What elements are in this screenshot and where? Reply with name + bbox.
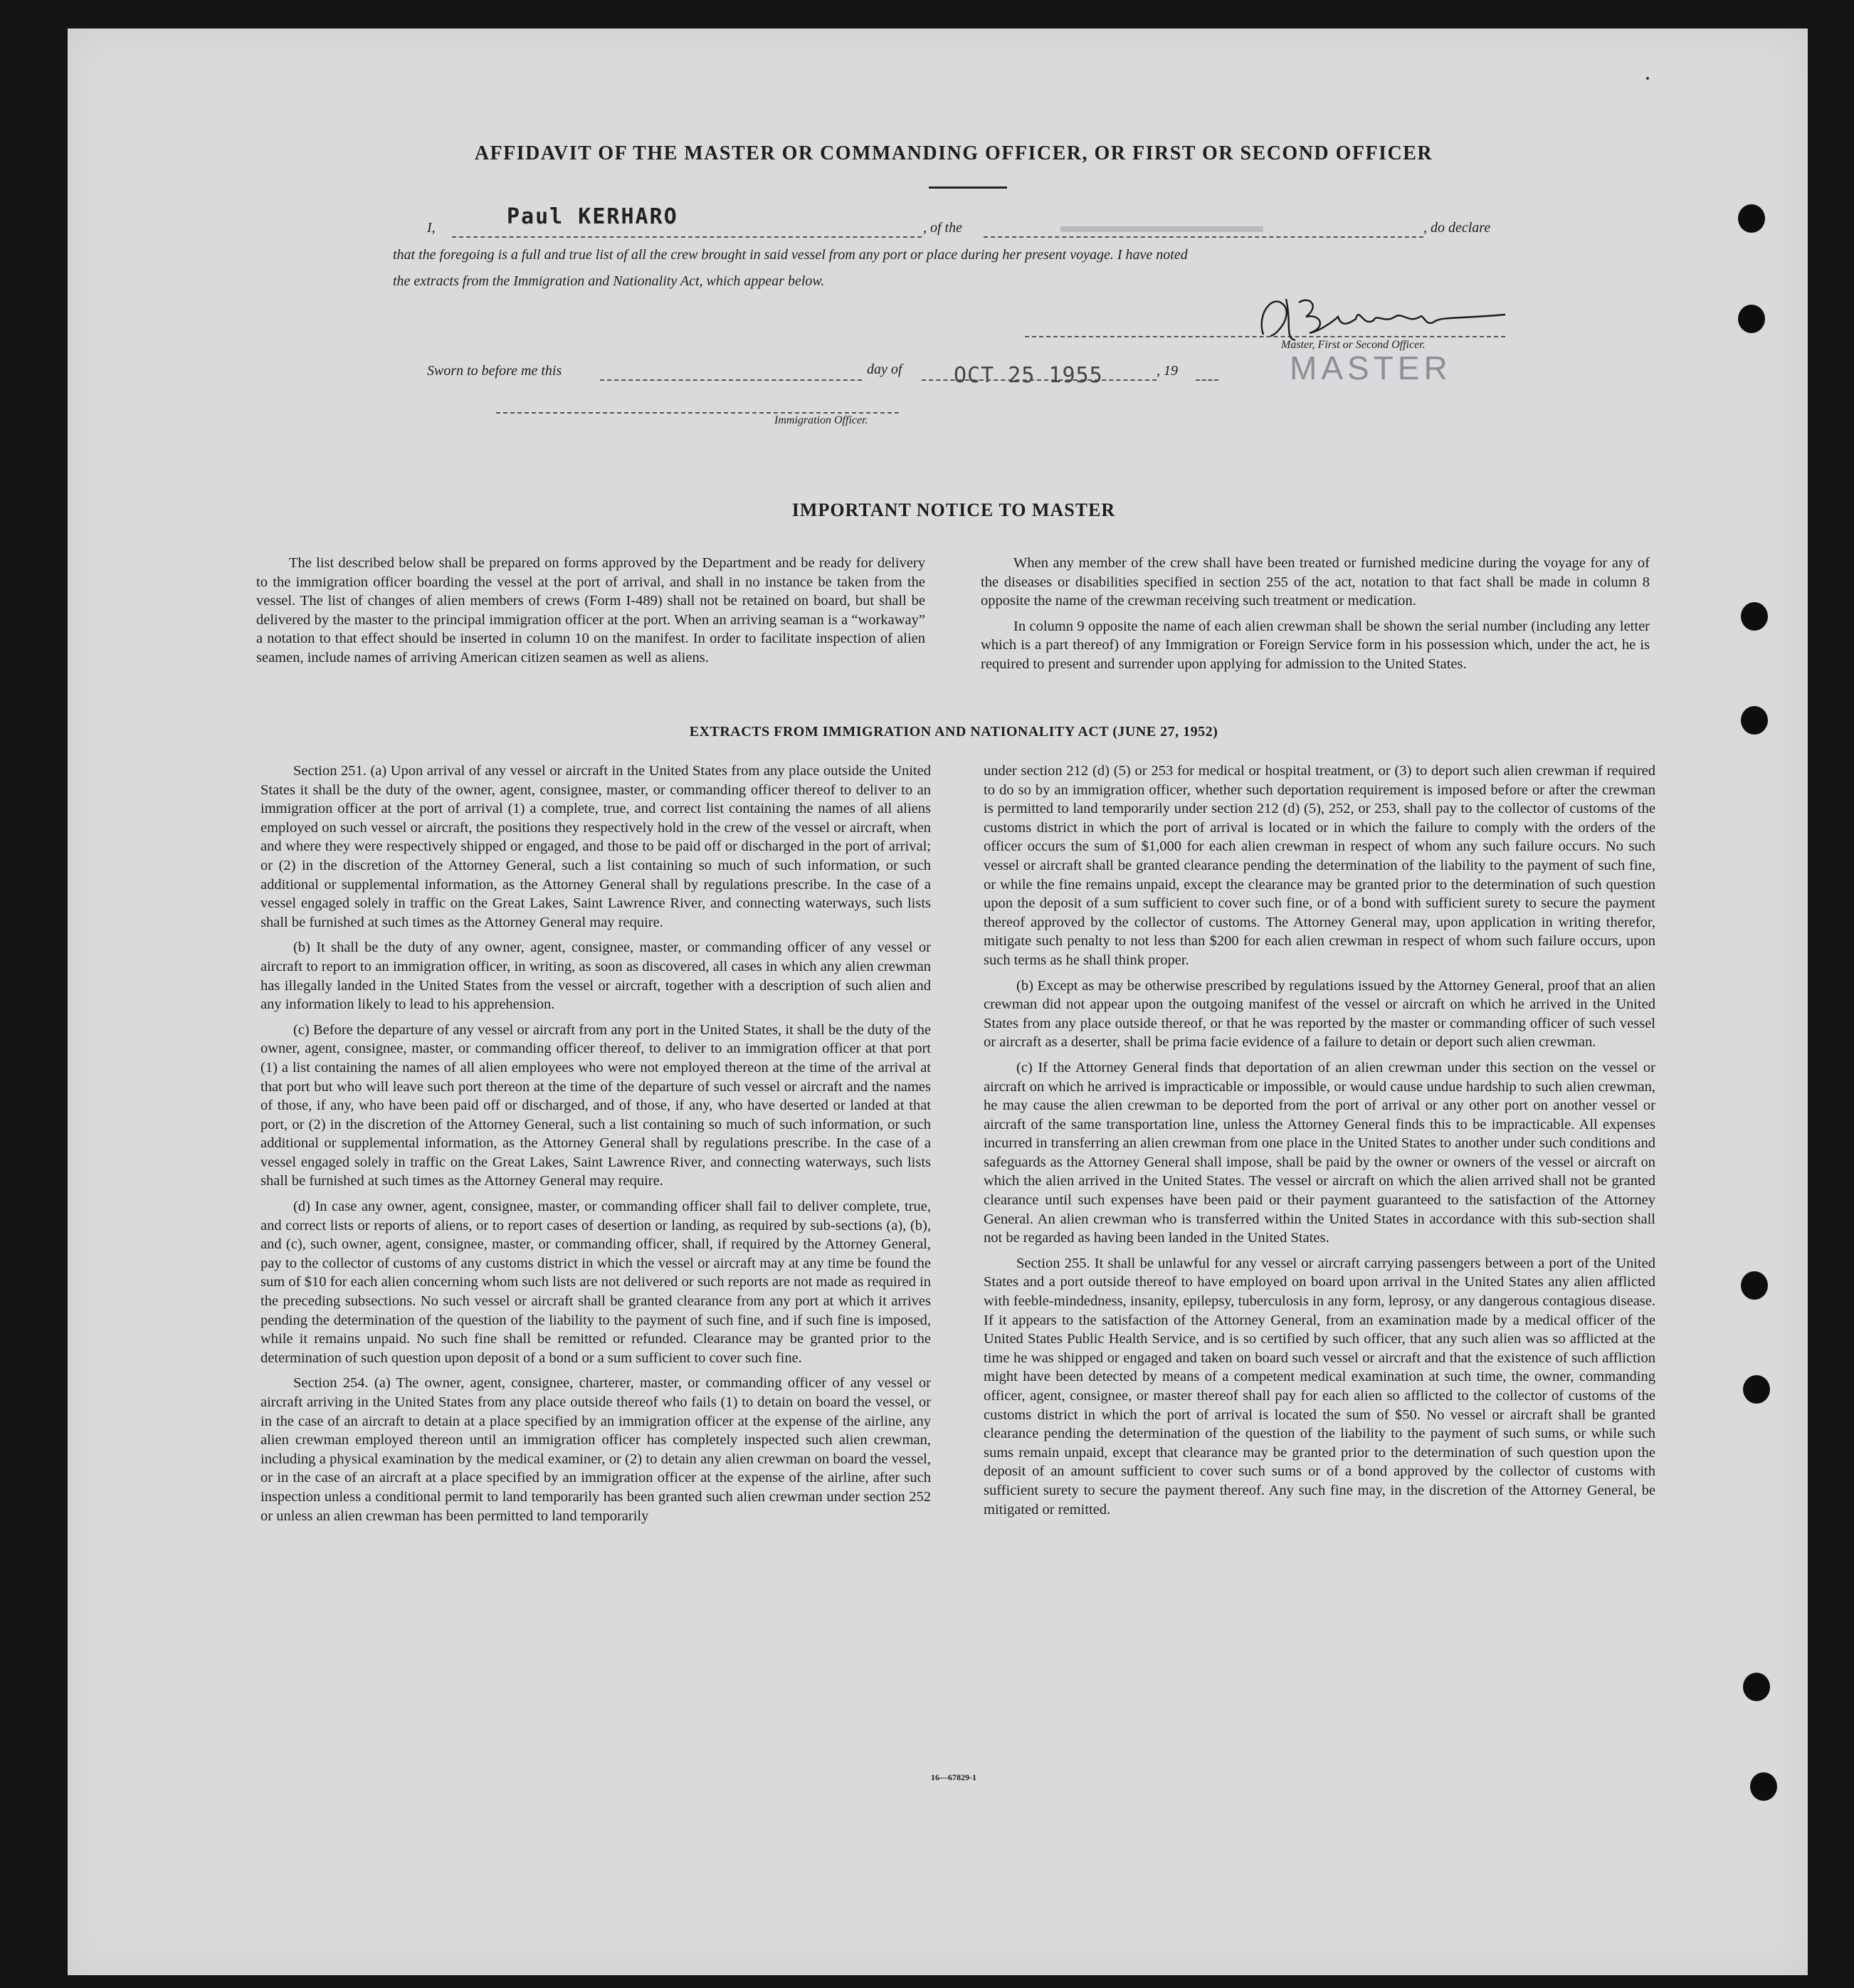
declaration-line-2: the extracts from the Immigration and Nationality Act, which appear below. bbox=[393, 273, 825, 289]
act-paragraph: (b) Except as may be otherwise prescribed by regulations issued by the Attorney General, proof that an alien crewman did not appear upon the outgoing manifest of the vessel or aircraft on which he arrived in the United States from any place outside thereof, or that he was reported by the master or commanding officer of such vessel or aircraft as a deserter, shall be prima facie evidence of a failure to detain or deport such alien crewman. bbox=[984, 977, 1655, 1051]
speck bbox=[1646, 77, 1649, 80]
line1-prefix: I, bbox=[427, 220, 436, 236]
extracts-title: EXTRACTS FROM IMMIGRATION AND NATIONALITY ACT (JUNE 27, 1952) bbox=[689, 724, 1218, 740]
punch-hole bbox=[1738, 305, 1765, 333]
sworn-day-blank bbox=[600, 379, 862, 381]
punch-hole bbox=[1743, 1673, 1770, 1701]
affidavit-title: AFFIDAVIT OF THE MASTER OR COMMANDING OFFICER, OR FIRST OR SECOND OFFICER bbox=[474, 142, 1433, 164]
signature-caption: Master, First or Second Officer. bbox=[1281, 339, 1426, 351]
act-paragraph: Section 251. (a) Upon arrival of any vessel or aircraft in the United States from any place outside the United States it shall be the duty of the owner, agent, consignee, master, or commanding officer thereof to deliver to an immigration officer at the port of arrival (1) a complete, true, and correct list containing the names of all aliens employed on such vessel or aircraft, the positions they respectively hold in the crew of the vessel or aircraft, when and where they were respectively shipped or engaged, and those to be paid off or discharged in the port of arrival; or (2) in the discretion of the Attorney General, such a list containing so much of such information, or such additional or supplemental information, as the Attorney General shall by regulations prescribe. In the case of a vessel engaged solely in traffic on the Great Lakes, Saint Lawrence River, and connecting waterways, such lists shall be furnished at such times as the Attorney General may require. bbox=[260, 763, 931, 930]
notice-paragraph: In column 9 opposite the name of each alien crewman shall be shown the serial number (including any letter which is a part thereof) of any Immigration or Foreign Service form in his possession which, under the act, he is required to present and surrender upon applying for admission to the United States. bbox=[981, 618, 1650, 672]
sworn-year-blank bbox=[1196, 379, 1218, 381]
extracts-left-column bbox=[260, 762, 931, 1532]
act-paragraph: under section 212 (d) (5) or 253 for medical or hospital treatment, or (3) to deport such alien crewman if required to do so by an immigration officer, whether such deportation requirement is imposed before or after the crewman is permitted to land temporarily under section 212 (d) (5), 252, or 253, shall pay to the collector of customs of the customs district in which the port of arrival is located or in which the failure to comply with the orders of the officer occurs the sum of $1,000 for each alien crewman in respect of whom any such failure occurs. No such vessel or aircraft shall be granted clearance pending the determination of the liability to the payment of such fine, or while the fine remains unpaid, except the clearance may be granted prior to the determination of such question upon the deposit of a sum sufficient to cover such fine, or of a bond with sufficient surety to secure the payment thereof approved by the collector of customs. The Attorney General may, upon application in writing therefor, mitigate such penalty to not less than $200 for each alien crewman in respect of whom such failure occurs, upon such terms as he shall think proper. bbox=[984, 763, 1655, 968]
act-paragraph: (b) It shall be the duty of any owner, agent, consignee, master, or commanding officer of any vessel or aircraft to report to an immigration officer, in writing, as soon as discovered, all cases in which any alien crewman has illegally landed in the United States from the vessel or aircraft, together with a description of such alien and any information likely to lead to his apprehension. bbox=[260, 940, 931, 1013]
vessel-name-faded bbox=[1060, 226, 1263, 232]
notice-paragraph: The list described below shall be prepared on forms approved by the Department and be ready for delivery to the immigration officer boarding the vessel at the port of arrival, and shall in no instance be taken from the vessel. The list of changes of alien members of crews (Form I-489) shall not be retained on board, but shall be delivered by the master to the principal immigration officer at the port. When an arriving seaman is a “workaway” a notation to that effect should be inserted in column 10 on the manifest. In order to facilitate inspection of alien seamen, include names of arriving American citizen seamen as well as aliens. bbox=[256, 555, 925, 666]
notice-left-column bbox=[256, 554, 925, 674]
vessel-blank bbox=[984, 236, 1423, 238]
master-stamp: MASTER bbox=[1290, 349, 1452, 386]
name-blank bbox=[452, 236, 922, 238]
act-paragraph: (c) Before the departure of any vessel or aircraft from any port in the United States, it shall be the duty of the owner, agent, consignee, master, or commanding officer thereof, to deliver to an immigration officer at that port (1) a list containing the names of all alien employees who were not employed thereon at the time of the arrival at that port but who will leave such port thereon at the time of the departure of such vessel or aircraft and the names of those, if any, who have been paid off or discharged, and of those, if any, who have deserted or landed at that port, or (2) in the discretion of the Attorney General, such a list containing so much of such information, or such additional or supplemental information, as the Attorney General shall by regulations prescribe. In the case of a vessel engaged solely in traffic on the Great Lakes, Saint Lawrence River, and connecting waterways, such lists shall be furnished at such times as the Attorney General may require. bbox=[260, 1021, 931, 1189]
punch-hole bbox=[1741, 602, 1768, 631]
officer-caption: Immigration Officer. bbox=[774, 414, 868, 426]
sworn-day-of: day of bbox=[867, 362, 902, 377]
officer-signature-blank bbox=[496, 412, 899, 414]
notice-right-column bbox=[981, 554, 1650, 680]
notice-paragraph: When any member of the crew shall have been treated or furnished medicine during the voyage for any of the diseases or disabilities specified in section 255 of the act, notation to that fact shall be made in column 8 opposite the name of the crewman receiving such treatment or medication. bbox=[981, 555, 1650, 609]
punch-hole bbox=[1743, 1375, 1770, 1404]
sworn-year: , 19 bbox=[1157, 363, 1178, 379]
date-stamp: OCT 25 1955 bbox=[954, 363, 1103, 388]
act-paragraph: (d) In case any owner, agent, consignee, master, or commanding officer shall fail to deliver complete, true, and correct lists or reports of aliens, or to report cases of desertion or landing, as required by sub-sections (a), (b), and (c), such owner, agent, consignee, master, or commanding officer, shall, if required by the Attorney General, pay to the collector of customs of any customs district in which the vessel or aircraft may at any time be found the sum of $10 for each alien concerning whom such lists are not delivered or such reports are not made as required in the preceding subsections. No such vessel or aircraft shall be granted clearance from any port at which it arrives pending the determination of the question of the liability to the payment of such fine, and if such fine is imposed, while it remains unpaid. No such fine shall be remitted or refunded. Clearance may be granted prior to the determination of such question upon deposit of a bond or a sum sufficient to cover such fine. bbox=[260, 1199, 931, 1366]
act-paragraph: Section 255. It shall be unlawful for any vessel or aircraft carrying passengers between a port of the United States and a port outside thereof to have employed on board upon arrival in the United States any alien afflicted with feeble-mindedness, insanity, epilepsy, tuberculosis in any form, leprosy, or any dangerous contagious disease. If it appears to the satisfaction of the Attorney General, from an examination made by a medical officer of the United States Public Health Service, and is so certified by such officer, that any such alien was so afflicted at the time he was shipped or engaged and taken on board such vessel or aircraft and that the existence of such affliction might have been detected by means of a competent medical examination at such time, the owner, commanding officer, agent, consignee, or master thereof shall pay for each alien so afflicted to the collector of customs of the customs district in which the port of arrival is located the sum of $50. No vessel or aircraft shall be granted clearance pending the determination of the question of the liability to the payment of such sums, or while such sums remain unpaid, except that clearance may be granted prior to the determination of such question upon the deposit of an amount sufficient to cover such sums or of a bond approved by the collector of customs with sufficient surety to secure the payment thereof. Any such fine may, in the discretion of the Attorney General, be mitigated or remitted. bbox=[984, 1255, 1655, 1518]
punch-hole bbox=[1738, 204, 1765, 233]
act-paragraph: Section 254. (a) The owner, agent, consignee, charterer, master, or commanding officer of any vessel or aircraft arriving in the United States from any place outside thereof who fails (1) to detain on board the vessel, or in the case of an aircraft to detain at a place specified by an immigration officer at the expense of the airline, any alien crewman employed thereon until an immigration officer has completely inspected such alien crewman, including a physical examination by the medical examiner, or (2) to detain any alien crewman on board the vessel, or in the case of an aircraft at a place specified by an immigration officer at the expense of the airline, after such inspection unless a conditional permit to land temporarily has been granted such alien crewman under section 252 or unless an alien crewman has been permitted to land temporarily bbox=[260, 1375, 931, 1524]
extracts-right-column bbox=[984, 762, 1655, 1525]
line1-suffix: , do declare bbox=[1423, 220, 1491, 236]
punch-hole bbox=[1741, 706, 1768, 735]
punch-hole bbox=[1741, 1271, 1768, 1300]
declarant-name: Paul KERHARO bbox=[507, 204, 678, 229]
sworn-prefix: Sworn to before me this bbox=[427, 363, 562, 379]
notice-title: IMPORTANT NOTICE TO MASTER bbox=[791, 500, 1116, 520]
declaration-line: that the foregoing is a full and true list of all the crew brought in said vessel from any port or place during her present voyage. I have noted bbox=[393, 247, 1188, 263]
line1-mid: , of the bbox=[923, 220, 962, 236]
act-paragraph: (c) If the Attorney General finds that deportation of an alien crewman under this section on the vessel or aircraft on which he arrived is impracticable or impossible, or would cause undue hardship to such alien crewman, he may cause the alien crewman to be deported from the port of arrival or any other port on another vessel or aircraft of the same transportation line, unless the Attorney General finds this to be impracticable. All expenses incurred in transferring an alien crewman from one place in the United States to another under such conditions and safeguards as the Attorney General shall impose, shall be paid by the owner or owners of the vessel or aircraft on which the alien arrived in the United States. The vessel or aircraft on which the alien arrived shall not be granted clearance until such expenses have been paid or their payment guaranteed to the satisfaction of the Attorney General. An alien crewman who is transferred within the United States in accordance with this sub-section shall not be regarded as having been landed in the United States. bbox=[984, 1059, 1655, 1246]
form-code: 16—67829-1 bbox=[931, 1772, 976, 1782]
title-underline bbox=[929, 186, 1007, 189]
punch-hole bbox=[1750, 1772, 1777, 1801]
